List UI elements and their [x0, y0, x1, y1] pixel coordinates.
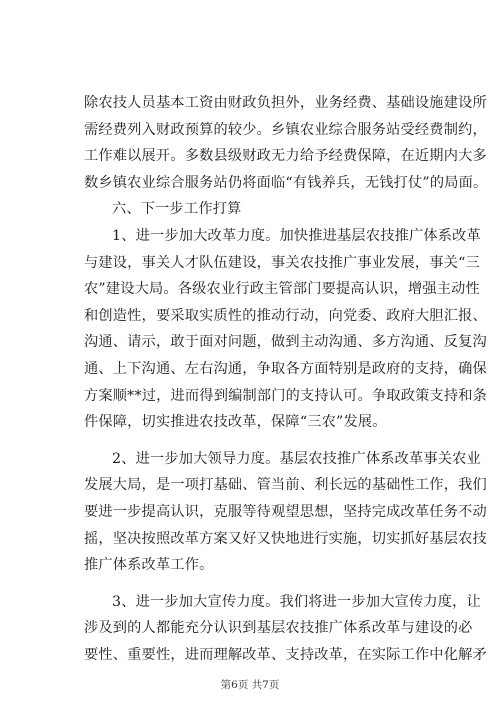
text-line: 通、上下沟通、左右沟通，争取各方面特别是政府的支持，确保: [84, 360, 487, 377]
text-line: 件保障，切实推进农技改革，保障“三农”发展。: [84, 414, 387, 431]
text-line: 沟通、请示，敢于面对问题，做到主动沟通、多方沟通、反复沟: [84, 334, 487, 351]
document-body: [84, 90, 488, 668]
text-line: 1、进一步加大改革力度。加快推进基层农技推广体系改革: [112, 227, 481, 244]
text-line: 方案顺**过，进而得到编制部门的支持认可。争取政策支持和条: [84, 387, 488, 404]
text-line: 摇，坚决按照改革方案又好又快地进行实施，切实抓好基层农技: [84, 530, 487, 547]
section-heading: 六、下一步工作打算: [112, 201, 242, 218]
text-line: 涉及到的人都能充分认识到基层农技推广体系改革与建设的必: [84, 620, 473, 637]
paragraph-spacer: [84, 579, 448, 589]
text-line: 和创造性，要采取实质性的推动行动，向党委、政府大胆汇报、: [84, 307, 487, 324]
text-line: 推广体系改革工作。: [84, 557, 214, 574]
paragraph-spacer: [84, 436, 448, 446]
text-line: 要进一步提高认识，克服等待观望思想，坚持完成改革任务不动: [84, 503, 487, 520]
text-line: 发展大局，是一项打基础、管当前、利长远的基础性工作，我们: [84, 477, 487, 494]
text-line: 2、进一步加大领导力度。基层农技推广体系改革事关农业: [112, 450, 481, 467]
text-line: 与建设，事关人才队伍建设，事关农技推广事业发展，事关“三: [84, 254, 480, 271]
page-number-footer: 第6页 共7页: [220, 679, 280, 691]
text-line: 农”建设大局。各级农业行政主管部门要提高认识，增强主动性: [84, 281, 480, 298]
text-line: 需经费列入财政预算的较少。乡镇农业综合服务站受经费制约，: [84, 121, 487, 138]
text-line: 3、进一步加大宣传力度。我们将进一步加大宣传力度，让: [112, 593, 481, 610]
text-line: 工作难以展开。多数县级财政无力给予经费保障，在近期内大多: [84, 148, 487, 165]
text-line: 要性、重要性，进而理解改革、支持改革，在实际工作中化解矛: [84, 646, 487, 663]
text-line: 除农技人员基本工资由财政负担外，业务经费、基础设施建设所: [84, 95, 487, 111]
text-line: 数乡镇农业综合服务站仍将面临“有钱养兵，无钱打仗”的局面。: [84, 174, 488, 191]
